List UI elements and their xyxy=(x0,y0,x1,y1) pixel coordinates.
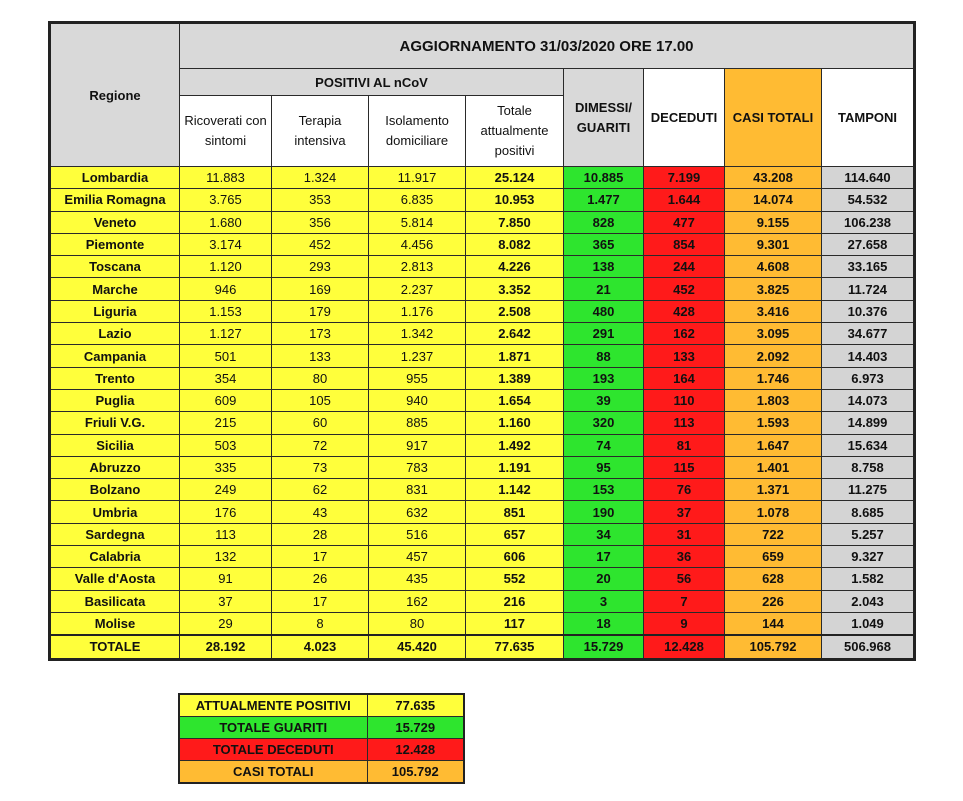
table-row xyxy=(50,211,915,233)
table-row xyxy=(50,412,915,434)
header-totale-positivi: Totale attualmente positivi xyxy=(466,96,564,167)
cell-regione: Bolzano xyxy=(50,479,180,501)
table-row xyxy=(50,345,915,367)
cell-casi: 3.416 xyxy=(725,300,822,322)
cell-isolamento: 4.456 xyxy=(369,233,466,255)
cell-dimessi: 21 xyxy=(564,278,644,300)
table-row xyxy=(50,189,915,211)
cell-totale: 25.124 xyxy=(466,167,564,189)
cell-deceduti: 452 xyxy=(644,278,725,300)
summary-body xyxy=(179,694,464,783)
summary-value: 77.635 xyxy=(367,694,464,717)
cell-totale: 1.492 xyxy=(466,434,564,456)
cell-terapia: 169 xyxy=(272,278,369,300)
cell-casi: 226 xyxy=(725,590,822,612)
table-row xyxy=(50,434,915,456)
cell-ricoverati: 1.127 xyxy=(180,323,272,345)
cell-deceduti: 56 xyxy=(644,568,725,590)
cell-dimessi: 828 xyxy=(564,211,644,233)
cell-totale: 657 xyxy=(466,523,564,545)
cell-dimessi: 20 xyxy=(564,568,644,590)
cell-dimessi: 18 xyxy=(564,612,644,635)
cell-tamponi: 14.899 xyxy=(822,412,915,434)
cell-regione: Toscana xyxy=(50,256,180,278)
summary-row xyxy=(179,694,464,717)
cell-casi: 144 xyxy=(725,612,822,635)
cell-dimessi: 193 xyxy=(564,367,644,389)
cell-totale: 851 xyxy=(466,501,564,523)
table-row xyxy=(50,278,915,300)
cell-terapia: 26 xyxy=(272,568,369,590)
cell-totale: 2.642 xyxy=(466,323,564,345)
cell-tamponi: 2.043 xyxy=(822,590,915,612)
cell-terapia: 179 xyxy=(272,300,369,322)
cell-ricoverati: 91 xyxy=(180,568,272,590)
cell-tamponi: 15.634 xyxy=(822,434,915,456)
cell-dimessi: 190 xyxy=(564,501,644,523)
cell-ricoverati: 37 xyxy=(180,590,272,612)
cell-casi: 3.095 xyxy=(725,323,822,345)
cell-isolamento: 80 xyxy=(369,612,466,635)
cell-totale: 77.635 xyxy=(466,635,564,659)
table-row xyxy=(50,367,915,389)
cell-deceduti: 1.644 xyxy=(644,189,725,211)
cell-totale: 1.654 xyxy=(466,389,564,411)
cell-ricoverati: 354 xyxy=(180,367,272,389)
table-row xyxy=(50,456,915,478)
cell-tamponi: 6.973 xyxy=(822,367,915,389)
table-row xyxy=(50,323,915,345)
header-update-title: AGGIORNAMENTO 31/03/2020 ORE 17.00 xyxy=(180,23,915,69)
cell-isolamento: 457 xyxy=(369,546,466,568)
cell-regione: Molise xyxy=(50,612,180,635)
cell-deceduti: 12.428 xyxy=(644,635,725,659)
cell-isolamento: 885 xyxy=(369,412,466,434)
cell-tamponi: 506.968 xyxy=(822,635,915,659)
header-casi-totali: CASI TOTALI xyxy=(725,69,822,167)
cell-regione: Lazio xyxy=(50,323,180,345)
cell-regione: Sicilia xyxy=(50,434,180,456)
cell-dimessi: 17 xyxy=(564,546,644,568)
cell-tamponi: 11.275 xyxy=(822,479,915,501)
cell-casi: 2.092 xyxy=(725,345,822,367)
header-regione: Regione xyxy=(50,23,180,167)
cell-ricoverati: 1.153 xyxy=(180,300,272,322)
header-dimessi: DIMESSI/ GUARITI xyxy=(564,69,644,167)
cell-regione: Friuli V.G. xyxy=(50,412,180,434)
cell-regione: Sardegna xyxy=(50,523,180,545)
cell-casi: 14.074 xyxy=(725,189,822,211)
table-row xyxy=(50,256,915,278)
cell-isolamento: 917 xyxy=(369,434,466,456)
cell-totale: 216 xyxy=(466,590,564,612)
cell-tamponi: 106.238 xyxy=(822,211,915,233)
cell-deceduti: 9 xyxy=(644,612,725,635)
cell-ricoverati: 132 xyxy=(180,546,272,568)
cell-totale: 1.160 xyxy=(466,412,564,434)
cell-tamponi: 33.165 xyxy=(822,256,915,278)
summary-label: CASI TOTALI xyxy=(179,761,367,784)
cell-terapia: 73 xyxy=(272,456,369,478)
cell-terapia: 43 xyxy=(272,501,369,523)
summary-value: 105.792 xyxy=(367,761,464,784)
cell-isolamento: 831 xyxy=(369,479,466,501)
cell-regione: TOTALE xyxy=(50,635,180,659)
cell-casi: 1.078 xyxy=(725,501,822,523)
cell-terapia: 356 xyxy=(272,211,369,233)
cell-dimessi: 480 xyxy=(564,300,644,322)
cell-tamponi: 9.327 xyxy=(822,546,915,568)
cell-ricoverati: 215 xyxy=(180,412,272,434)
cell-casi: 43.208 xyxy=(725,167,822,189)
cell-isolamento: 435 xyxy=(369,568,466,590)
cell-deceduti: 81 xyxy=(644,434,725,456)
cell-ricoverati: 29 xyxy=(180,612,272,635)
cell-regione: Umbria xyxy=(50,501,180,523)
cell-deceduti: 133 xyxy=(644,345,725,367)
cell-terapia: 105 xyxy=(272,389,369,411)
cell-casi: 628 xyxy=(725,568,822,590)
cell-tamponi: 14.073 xyxy=(822,389,915,411)
cell-deceduti: 31 xyxy=(644,523,725,545)
cell-totale: 1.871 xyxy=(466,345,564,367)
cell-ricoverati: 176 xyxy=(180,501,272,523)
cell-dimessi: 88 xyxy=(564,345,644,367)
cell-totale: 117 xyxy=(466,612,564,635)
cell-isolamento: 2.237 xyxy=(369,278,466,300)
cell-casi: 9.155 xyxy=(725,211,822,233)
table-row xyxy=(50,523,915,545)
cell-dimessi: 291 xyxy=(564,323,644,345)
header-terapia: Terapia intensiva xyxy=(272,96,369,167)
cell-regione: Basilicata xyxy=(50,590,180,612)
table-row xyxy=(50,300,915,322)
cell-isolamento: 955 xyxy=(369,367,466,389)
cell-isolamento: 1.176 xyxy=(369,300,466,322)
table-row xyxy=(50,233,915,255)
cell-deceduti: 162 xyxy=(644,323,725,345)
cell-totale: 1.389 xyxy=(466,367,564,389)
cell-regione: Puglia xyxy=(50,389,180,411)
cell-terapia: 4.023 xyxy=(272,635,369,659)
cell-isolamento: 2.813 xyxy=(369,256,466,278)
cell-regione: Trento xyxy=(50,367,180,389)
covid-regional-table xyxy=(48,21,916,661)
cell-isolamento: 6.835 xyxy=(369,189,466,211)
summary-row xyxy=(179,739,464,761)
cell-ricoverati: 11.883 xyxy=(180,167,272,189)
cell-terapia: 72 xyxy=(272,434,369,456)
cell-deceduti: 428 xyxy=(644,300,725,322)
cell-terapia: 1.324 xyxy=(272,167,369,189)
cell-dimessi: 1.477 xyxy=(564,189,644,211)
cell-totale: 2.508 xyxy=(466,300,564,322)
cell-dimessi: 3 xyxy=(564,590,644,612)
header-ricoverati: Ricoverati con sintomi xyxy=(180,96,272,167)
cell-tamponi: 11.724 xyxy=(822,278,915,300)
table-row xyxy=(50,479,915,501)
summary-label: ATTUALMENTE POSITIVI xyxy=(179,694,367,717)
cell-tamponi: 10.376 xyxy=(822,300,915,322)
cell-dimessi: 153 xyxy=(564,479,644,501)
cell-terapia: 293 xyxy=(272,256,369,278)
cell-ricoverati: 503 xyxy=(180,434,272,456)
cell-isolamento: 162 xyxy=(369,590,466,612)
cell-totale: 1.142 xyxy=(466,479,564,501)
cell-terapia: 62 xyxy=(272,479,369,501)
cell-deceduti: 164 xyxy=(644,367,725,389)
table-row xyxy=(50,167,915,189)
table-row xyxy=(50,612,915,635)
cell-regione: Liguria xyxy=(50,300,180,322)
cell-tamponi: 54.532 xyxy=(822,189,915,211)
cell-ricoverati: 28.192 xyxy=(180,635,272,659)
cell-totale: 552 xyxy=(466,568,564,590)
cell-regione: Calabria xyxy=(50,546,180,568)
cell-tamponi: 8.758 xyxy=(822,456,915,478)
cell-ricoverati: 501 xyxy=(180,345,272,367)
cell-isolamento: 45.420 xyxy=(369,635,466,659)
cell-ricoverati: 249 xyxy=(180,479,272,501)
cell-casi: 1.803 xyxy=(725,389,822,411)
summary-value: 12.428 xyxy=(367,739,464,761)
cell-deceduti: 7 xyxy=(644,590,725,612)
cell-regione: Campania xyxy=(50,345,180,367)
cell-casi: 9.301 xyxy=(725,233,822,255)
cell-dimessi: 74 xyxy=(564,434,644,456)
cell-terapia: 353 xyxy=(272,189,369,211)
header-tamponi: TAMPONI xyxy=(822,69,915,167)
table-body xyxy=(50,167,915,660)
cell-terapia: 60 xyxy=(272,412,369,434)
cell-dimessi: 95 xyxy=(564,456,644,478)
cell-deceduti: 110 xyxy=(644,389,725,411)
cell-casi: 1.746 xyxy=(725,367,822,389)
cell-deceduti: 854 xyxy=(644,233,725,255)
cell-terapia: 452 xyxy=(272,233,369,255)
cell-terapia: 17 xyxy=(272,546,369,568)
cell-tamponi: 114.640 xyxy=(822,167,915,189)
cell-ricoverati: 113 xyxy=(180,523,272,545)
summary-row xyxy=(179,761,464,784)
table-row xyxy=(50,590,915,612)
summary-label: TOTALE DECEDUTI xyxy=(179,739,367,761)
cell-ricoverati: 3.174 xyxy=(180,233,272,255)
cell-tamponi: 1.582 xyxy=(822,568,915,590)
cell-dimessi: 365 xyxy=(564,233,644,255)
summary-value: 15.729 xyxy=(367,717,464,739)
cell-totale: 10.953 xyxy=(466,189,564,211)
table-row xyxy=(50,546,915,568)
cell-regione: Veneto xyxy=(50,211,180,233)
cell-deceduti: 115 xyxy=(644,456,725,478)
cell-regione: Valle d'Aosta xyxy=(50,568,180,590)
table-row xyxy=(50,568,915,590)
cell-deceduti: 37 xyxy=(644,501,725,523)
table-row xyxy=(50,501,915,523)
header-deceduti: DECEDUTI xyxy=(644,69,725,167)
cell-totale: 1.191 xyxy=(466,456,564,478)
cell-deceduti: 244 xyxy=(644,256,725,278)
cell-tamponi: 27.658 xyxy=(822,233,915,255)
cell-isolamento: 940 xyxy=(369,389,466,411)
cell-casi: 4.608 xyxy=(725,256,822,278)
cell-dimessi: 39 xyxy=(564,389,644,411)
cell-ricoverati: 1.120 xyxy=(180,256,272,278)
cell-dimessi: 320 xyxy=(564,412,644,434)
cell-totale: 7.850 xyxy=(466,211,564,233)
cell-casi: 105.792 xyxy=(725,635,822,659)
cell-isolamento: 1.237 xyxy=(369,345,466,367)
cell-regione: Abruzzo xyxy=(50,456,180,478)
cell-ricoverati: 609 xyxy=(180,389,272,411)
cell-deceduti: 76 xyxy=(644,479,725,501)
cell-dimessi: 138 xyxy=(564,256,644,278)
cell-terapia: 8 xyxy=(272,612,369,635)
cell-casi: 722 xyxy=(725,523,822,545)
cell-tamponi: 34.677 xyxy=(822,323,915,345)
cell-dimessi: 15.729 xyxy=(564,635,644,659)
cell-terapia: 173 xyxy=(272,323,369,345)
cell-isolamento: 632 xyxy=(369,501,466,523)
cell-tamponi: 5.257 xyxy=(822,523,915,545)
cell-tamponi: 8.685 xyxy=(822,501,915,523)
cell-regione: Emilia Romagna xyxy=(50,189,180,211)
totals-row xyxy=(50,635,915,659)
cell-deceduti: 113 xyxy=(644,412,725,434)
cell-terapia: 17 xyxy=(272,590,369,612)
cell-terapia: 133 xyxy=(272,345,369,367)
cell-casi: 659 xyxy=(725,546,822,568)
cell-regione: Marche xyxy=(50,278,180,300)
cell-isolamento: 11.917 xyxy=(369,167,466,189)
cell-ricoverati: 946 xyxy=(180,278,272,300)
cell-deceduti: 477 xyxy=(644,211,725,233)
cell-ricoverati: 1.680 xyxy=(180,211,272,233)
cell-tamponi: 1.049 xyxy=(822,612,915,635)
cell-regione: Piemonte xyxy=(50,233,180,255)
cell-dimessi: 34 xyxy=(564,523,644,545)
cell-terapia: 28 xyxy=(272,523,369,545)
cell-ricoverati: 335 xyxy=(180,456,272,478)
header-isolamento: Isolamento domiciliare xyxy=(369,96,466,167)
cell-casi: 1.371 xyxy=(725,479,822,501)
cell-isolamento: 5.814 xyxy=(369,211,466,233)
cell-tamponi: 14.403 xyxy=(822,345,915,367)
summary-label: TOTALE GUARITI xyxy=(179,717,367,739)
cell-ricoverati: 3.765 xyxy=(180,189,272,211)
cell-terapia: 80 xyxy=(272,367,369,389)
cell-totale: 8.082 xyxy=(466,233,564,255)
cell-deceduti: 36 xyxy=(644,546,725,568)
table-row xyxy=(50,389,915,411)
cell-totale: 606 xyxy=(466,546,564,568)
cell-isolamento: 783 xyxy=(369,456,466,478)
cell-casi: 3.825 xyxy=(725,278,822,300)
cell-isolamento: 1.342 xyxy=(369,323,466,345)
cell-totale: 4.226 xyxy=(466,256,564,278)
cell-dimessi: 10.885 xyxy=(564,167,644,189)
cell-regione: Lombardia xyxy=(50,167,180,189)
cell-casi: 1.647 xyxy=(725,434,822,456)
header-positivi-group: POSITIVI AL nCoV xyxy=(180,69,564,96)
cell-totale: 3.352 xyxy=(466,278,564,300)
summary-table xyxy=(178,693,465,784)
cell-casi: 1.593 xyxy=(725,412,822,434)
cell-casi: 1.401 xyxy=(725,456,822,478)
cell-deceduti: 7.199 xyxy=(644,167,725,189)
summary-row xyxy=(179,717,464,739)
cell-isolamento: 516 xyxy=(369,523,466,545)
